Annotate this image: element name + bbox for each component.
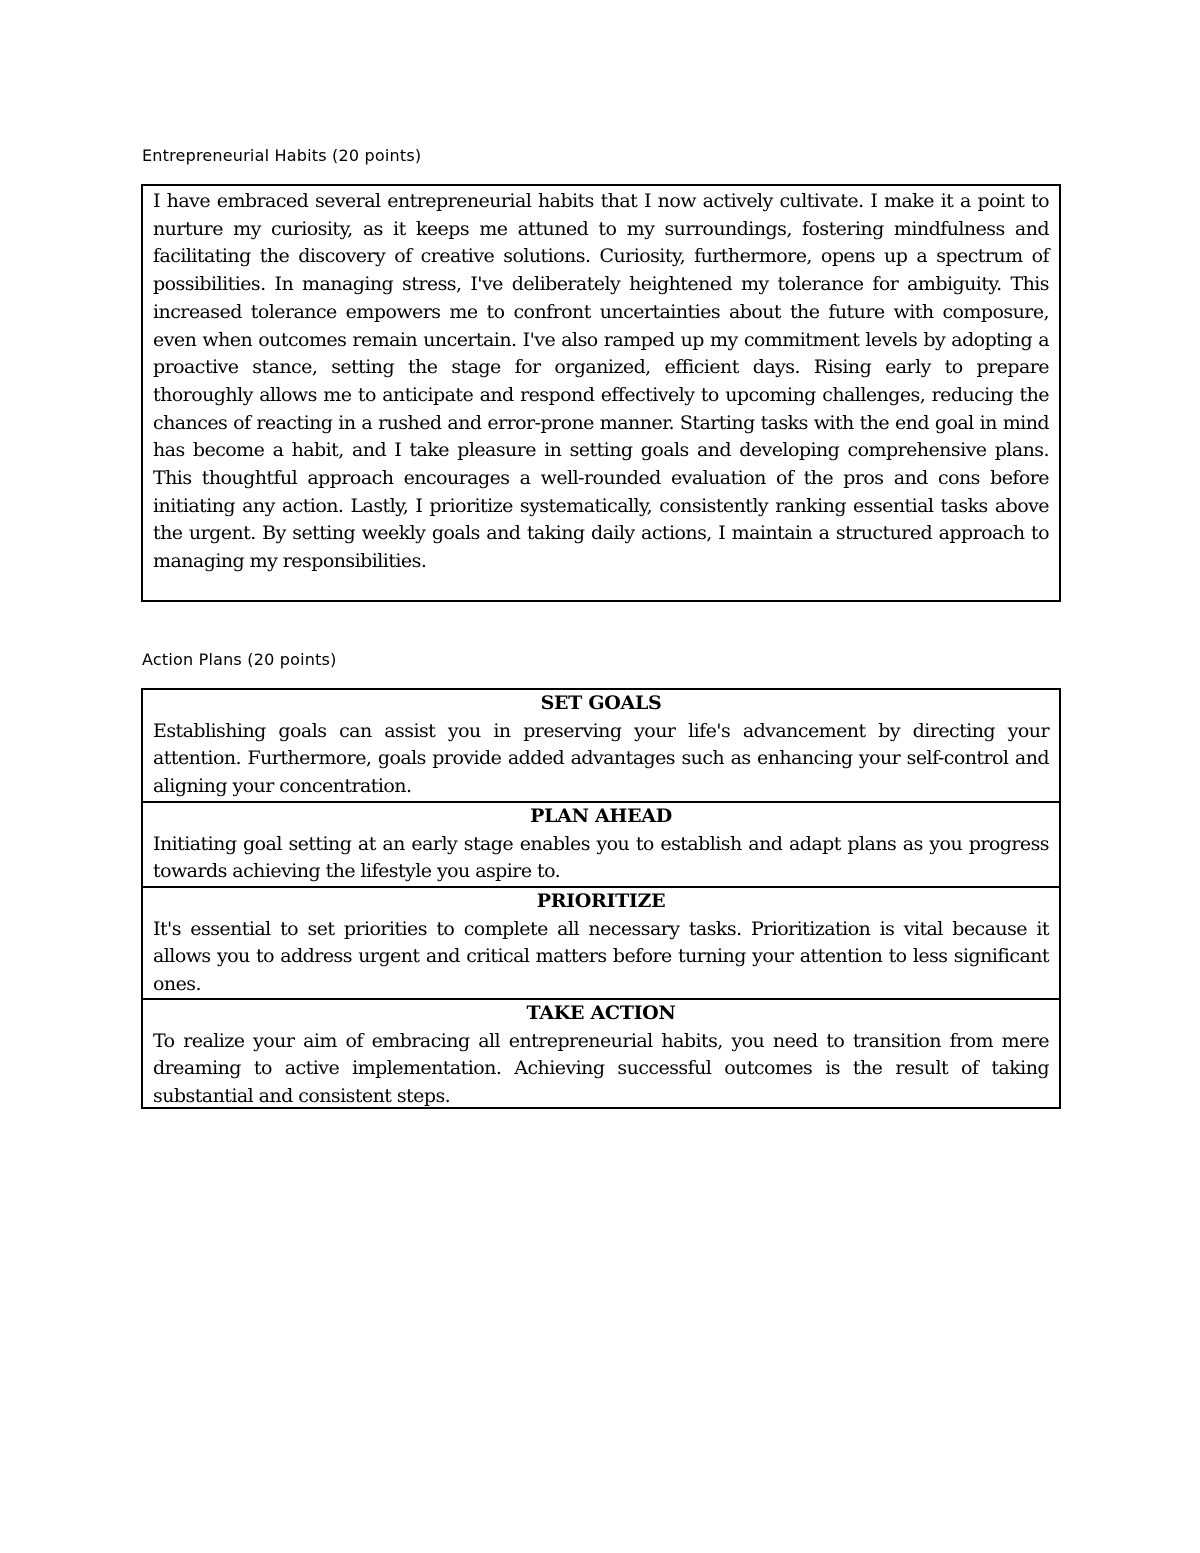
habits-text-box [141, 184, 1061, 602]
action-plan-title: SET GOALS [540, 692, 662, 714]
action-plan-title: PRIORITIZE [536, 890, 666, 912]
habits-paragraph: I have embraced several entrepreneurial habits that I now actively cultivate. I make it a point to nurture my curiosity, as it keeps me attuned to my surroundings, fostering mindfulness and facilitating the discovery of creative solutions. Curiosity, furthermore, opens up a spectrum of possibilities. In managing stress, I've deliberately heightened my tolerance for ambiguity. This increased tolerance empowers me to confront uncertainties about the future with composure, even when outcomes remain uncertain. I've also ramped up my commitment levels by adopting a proactive stance, setting the stage for organized, efficient days. Rising early to prepare thoroughly allows me to anticipate and respond effectively to upcoming challenges, reducing the chances of reacting in a rushed and error-prone manner. Starting tasks with the end goal in mind has become a habit, and I take pleasure in setting goals and developing comprehensive plans. This thoughtful approach encourages a well-rounded evaluation of the pros and cons before initiating any action. Lastly, I prioritize systematically, consistently ranking essential tasks above the urgent. By setting weekly goals and taking daily actions, I maintain a structured approach to managing my responsibilities. [153, 190, 1049, 573]
action-plan-title: TAKE ACTION [526, 1002, 676, 1024]
action-plan-title: PLAN AHEAD [530, 805, 672, 827]
action-plan-text: To realize your aim of embracing all entrepreneurial habits, you need to transition from mere dreaming to active implementation. Achieving successful outcomes is the result of taking substantial and consistent steps. [153, 1029, 1049, 1107]
action-plan-row-set-goals [143, 690, 1059, 801]
section-heading-action-plans: Action Plans (20 points) [142, 650, 337, 669]
action-plan-text: Initiating goal setting at an early stage enables you to establish and adapt plans as you progress towards achieving the lifestyle you aspire to. [153, 832, 1049, 883]
section-heading-entrepreneurial-habits: Entrepreneurial Habits (20 points) [142, 146, 422, 165]
action-plans-table [141, 688, 1061, 1109]
action-plan-row-plan-ahead [143, 801, 1059, 886]
action-plan-row-take-action [143, 998, 1059, 1107]
action-plan-text: Establishing goals can assist you in preserving your life's advancement by directing your attention. Furthermore, goals provide added advantages such as enhancing your self-control and aligning your concentration. [153, 719, 1049, 798]
action-plan-text: It's essential to set priorities to complete all necessary tasks. Prioritization is vital because it allows you to address urgent and critical matters before turning your attention to less significant ones. [153, 917, 1049, 996]
action-plan-row-prioritize [143, 886, 1059, 998]
